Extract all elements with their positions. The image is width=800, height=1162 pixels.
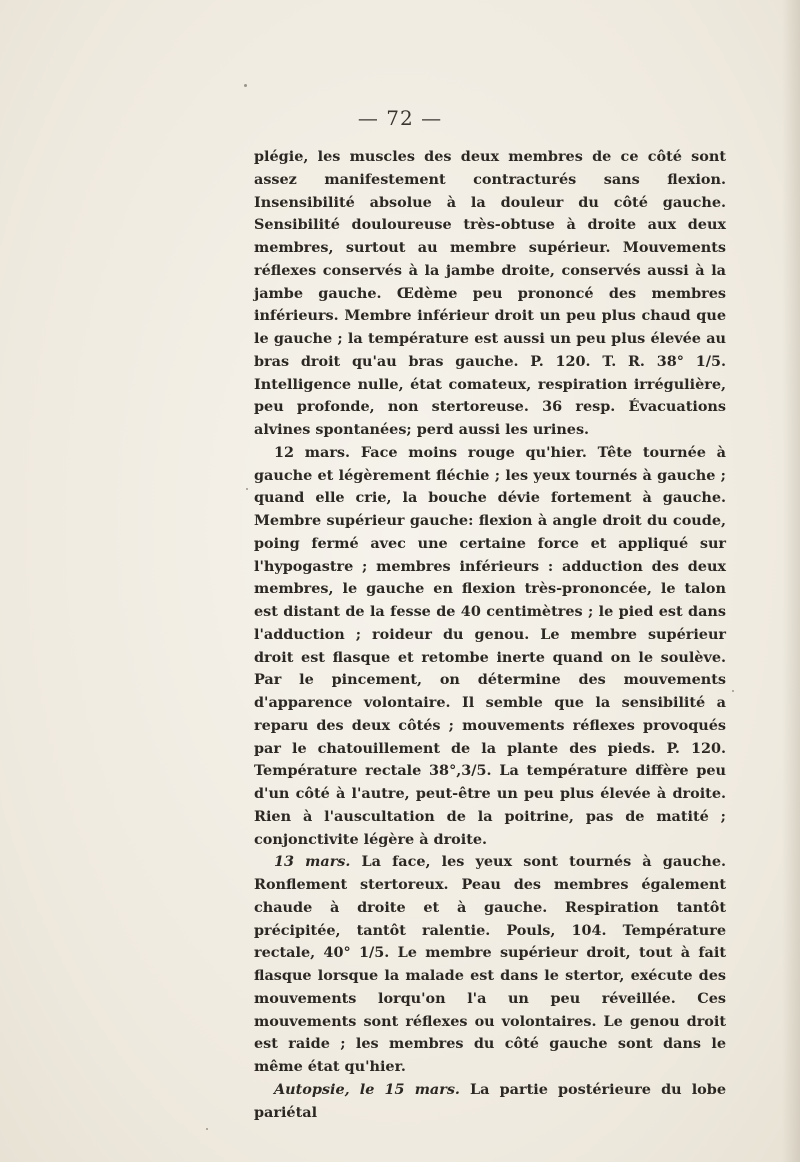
paper-speck	[206, 1128, 208, 1130]
paragraph-1-text: plégie, les muscles des deux membres de ce côté sont assez manifestement contracturés sans flexion. Insensibilité absolue à la douleur du côté gauche. Sensibilité douloureuse très-obtuse à droite aux deux membres, surtout au membre supérieur. Mouvements réflexes conservés à la jambe droite, conservés aussi à la jambe gauche. Œdème peu prononcé des membres inférieurs. Membre inférieur droit un peu plus chaud que le gauche ; la température est aussi un peu plus élevée au bras droit qu'au bras gauche. P. 120. T. R. 38° 1/5. Intelligence nulle, état comateux, respiration irrégulière, peu profonde, non stertoreuse. 36 resp. Évacuations alvines spontanées; perd aussi les urines.	[254, 148, 726, 438]
paragraph-4-lead: Autopsie	[274, 1080, 345, 1098]
paragraph-4-date: , le 15 mars.	[344, 1080, 460, 1098]
body-text	[254, 146, 726, 1124]
paper-speck	[732, 690, 734, 692]
paragraph-2-text: 12 mars. Face moins rouge qu'hier. Tête tournée à gauche et légèrement fléchie ; les yeux tournés à gauche ; quand elle crie, la bouche dévie fortement à gauche. Membre supérieur gauche: flexion à angle droit du coude, poing fermé avec une certaine force et appliqué sur l'hypogastre ; membres inférieurs : adduction des deux membres, le gauche en flexion très-prononcée, le talon est distant de la fesse de 40 centimètres ; le pied est dans l'adduction ; roideur du genou. Le membre supérieur droit est flasque et retombe inerte quand on le soulève. Par le pincement, on détermine des mouvements d'apparence volontaire. Il semble que la sensibilité a reparu des deux côtés ; mouvements réflexes provoqués par le chatouillement de la plante des pieds. P. 120. Température rectale 38°,3/5. La température diffère peu d'un côté à l'autre, peut-être un peu plus élevée à droite. Rien à l'auscultation de la poitrine, pas de matité ; conjonctivite légère à droite.	[254, 443, 726, 848]
paragraph-1	[254, 146, 726, 442]
paragraph-4	[254, 1079, 726, 1125]
paragraph-2	[254, 442, 726, 852]
paragraph-3	[254, 851, 726, 1079]
page-number: — 72 —	[357, 106, 443, 130]
paragraph-4-text: La partie postérieure du lobe pariétal	[254, 1080, 726, 1121]
paper-speck	[246, 488, 248, 490]
paper-speck	[244, 84, 247, 87]
page-edge-shadow	[782, 0, 800, 1162]
paragraph-3-date: 13 mars.	[274, 853, 351, 871]
paragraph-3-text: La face, les yeux sont tournés à gauche. Ronflement stertoreux. Peau des membres également chaude à droite et à gauche. Respiration tantôt précipitée, tantôt ralentie. Pouls, 104. Température rectale, 40° 1/5. Le membre supérieur droit, tout à fait flasque lorsque la malade est dans le stertor, exécute des mouvements lorqu'on l'a un peu réveillée. Ces mouvements sont réflexes ou volontaires. Le genou droit est raide ; les membres du côté gauche sont dans le même état qu'hier.	[254, 853, 726, 1075]
